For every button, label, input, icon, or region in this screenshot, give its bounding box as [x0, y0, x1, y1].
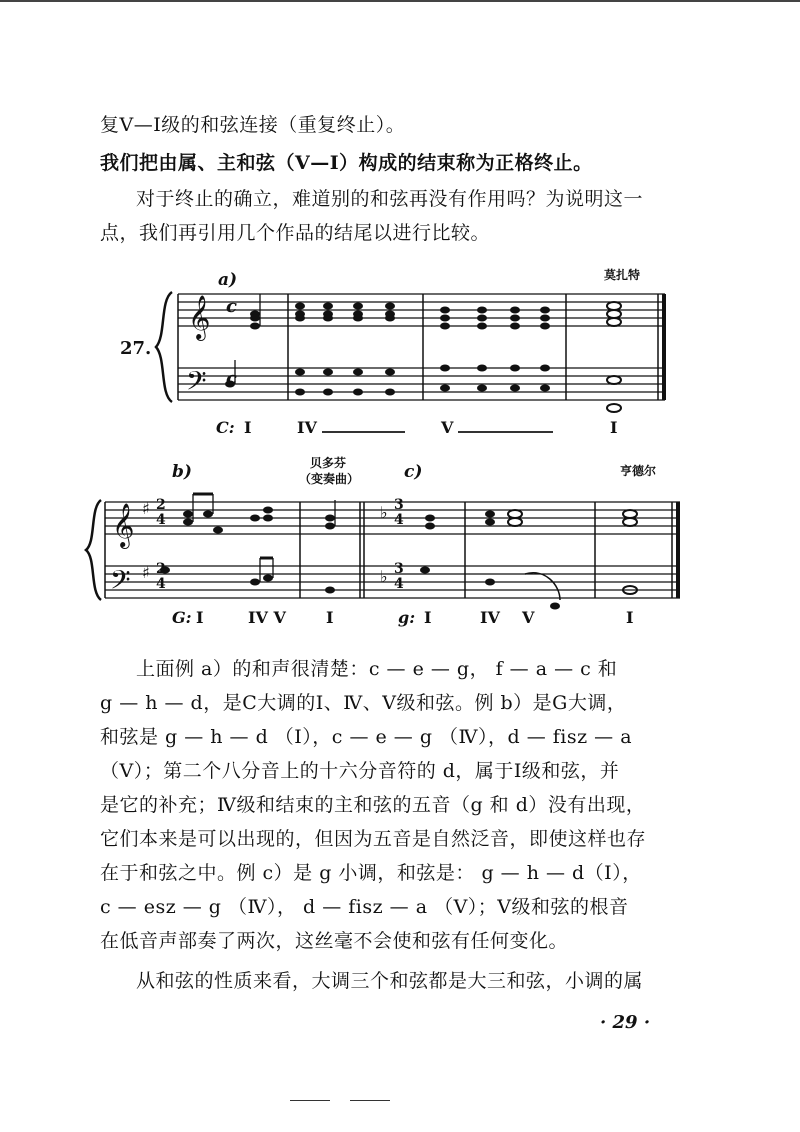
explanation-line-3: 和弦是 g — h — d （Ⅰ），c — e — g （Ⅳ），d — fisz — a — [100, 726, 633, 748]
roman-c-i2: I — [626, 608, 634, 627]
treble-clef-icon: 𝄞 — [112, 503, 135, 547]
closing-line: 从和弦的性质来看，大调三个和弦都是大三和弦，小调的属 — [136, 970, 644, 992]
time-signature-b-top: 2 — [156, 497, 166, 513]
roman-a-i: I — [244, 418, 252, 437]
paragraph-definition: 我们把由属、主和弦（Ⅴ—Ⅰ）构成的结束称为正格终止。 — [100, 152, 593, 174]
bottom-mark — [350, 1100, 390, 1101]
explanation-line-6: 它们本来是可以出现的，但因为五音是自然泛音，即使这样也存 — [100, 828, 647, 850]
roman-a-iv-extension — [322, 431, 405, 433]
treble-clef-icon: 𝄞 — [188, 295, 211, 339]
time-signature-c-bottom-bass: 4 — [394, 576, 404, 592]
bass-clef-icon: 𝄢 — [110, 564, 131, 602]
time-signature-c-top-bass: 3 — [394, 561, 404, 577]
time-signature-c-bottom: 4 — [394, 512, 404, 528]
roman-b-ivv: IV V — [248, 608, 286, 627]
roman-b-i: I — [196, 608, 204, 627]
flat-icon: ♭ — [380, 503, 388, 522]
bottom-mark — [290, 1100, 330, 1101]
paragraph-line-1: 复Ⅴ—Ⅰ级的和弦连接（重复终止）。 — [100, 114, 406, 136]
explanation-line-9: 在低音声部奏了两次，这丝毫不会使和弦有任何变化。 — [100, 930, 569, 952]
time-signature-b-bottom-bass: 4 — [156, 576, 166, 592]
roman-a-iv: IV — [297, 418, 317, 437]
roman-a-i2: I — [610, 418, 618, 437]
time-signature-common-bass: c — [226, 368, 237, 389]
brace-system-2 — [86, 500, 101, 600]
time-signature-common: c — [226, 296, 237, 317]
explanation-line-4: （Ⅴ）；第二个八分音上的十六分音符的 d，属于Ⅰ级和弦，并 — [100, 760, 620, 782]
example-number: 27. — [120, 338, 152, 359]
roman-a-v: V — [441, 418, 454, 437]
paragraph-question-line-2: 点，我们再引用几个作品的结尾以进行比较。 — [100, 222, 491, 244]
composer-mozart: 莫扎特 — [604, 268, 641, 282]
roman-b-key: G: — [172, 608, 192, 627]
sharp-icon: ♯ — [142, 499, 150, 518]
roman-c-key: g: — [398, 608, 416, 627]
roman-a-v-extension — [458, 431, 553, 433]
system-1-staves — [178, 294, 665, 400]
time-signature-b-bottom: 4 — [156, 512, 166, 528]
roman-c-i: I — [424, 608, 432, 627]
roman-c-iv: IV — [480, 608, 500, 627]
sharp-icon: ♯ — [142, 563, 150, 582]
explanation-line-8: c — esz — g （Ⅳ）， d — fisz — a （Ⅴ）；Ⅴ级和弦的根音 — [100, 896, 629, 918]
roman-a-key: C: — [216, 418, 235, 437]
composer-handel: 亨德尔 — [620, 464, 657, 478]
example-c-label: c) — [404, 462, 423, 482]
roman-c-v: V — [522, 608, 535, 627]
bass-clef-icon: 𝄢 — [186, 365, 207, 403]
composer-beethoven: 贝多芬 — [310, 456, 347, 470]
paragraph-question-line-1: 对于终止的确立，难道别的和弦再没有作用吗？为说明这一 — [136, 188, 644, 210]
flat-icon: ♭ — [380, 567, 388, 586]
example-b-label: b) — [172, 462, 192, 482]
example-a-label: a) — [218, 270, 238, 290]
explanation-line-1: 上面例 a）的和声很清楚：c — e — g， f — a — c 和 — [136, 658, 618, 680]
brace-system-1 — [156, 292, 172, 402]
roman-b-i2: I — [326, 608, 334, 627]
explanation-line-5: 是它的补充；Ⅳ级和结束的主和弦的五音（g 和 d）没有出现， — [100, 794, 646, 816]
composer-beethoven-work: （变奏曲） — [299, 472, 360, 486]
explanation-line-2: g — h — d，是C大调的Ⅰ、Ⅳ、Ⅴ级和弦。例 b）是G大调， — [100, 692, 627, 714]
time-signature-b-top-bass: 2 — [156, 561, 166, 577]
explanation-line-7: 在于和弦之中。例 c）是 g 小调，和弦是： g — h — d（Ⅰ）， — [100, 862, 642, 884]
page-number: · 29 · — [600, 1012, 651, 1033]
time-signature-c-top: 3 — [394, 497, 404, 513]
